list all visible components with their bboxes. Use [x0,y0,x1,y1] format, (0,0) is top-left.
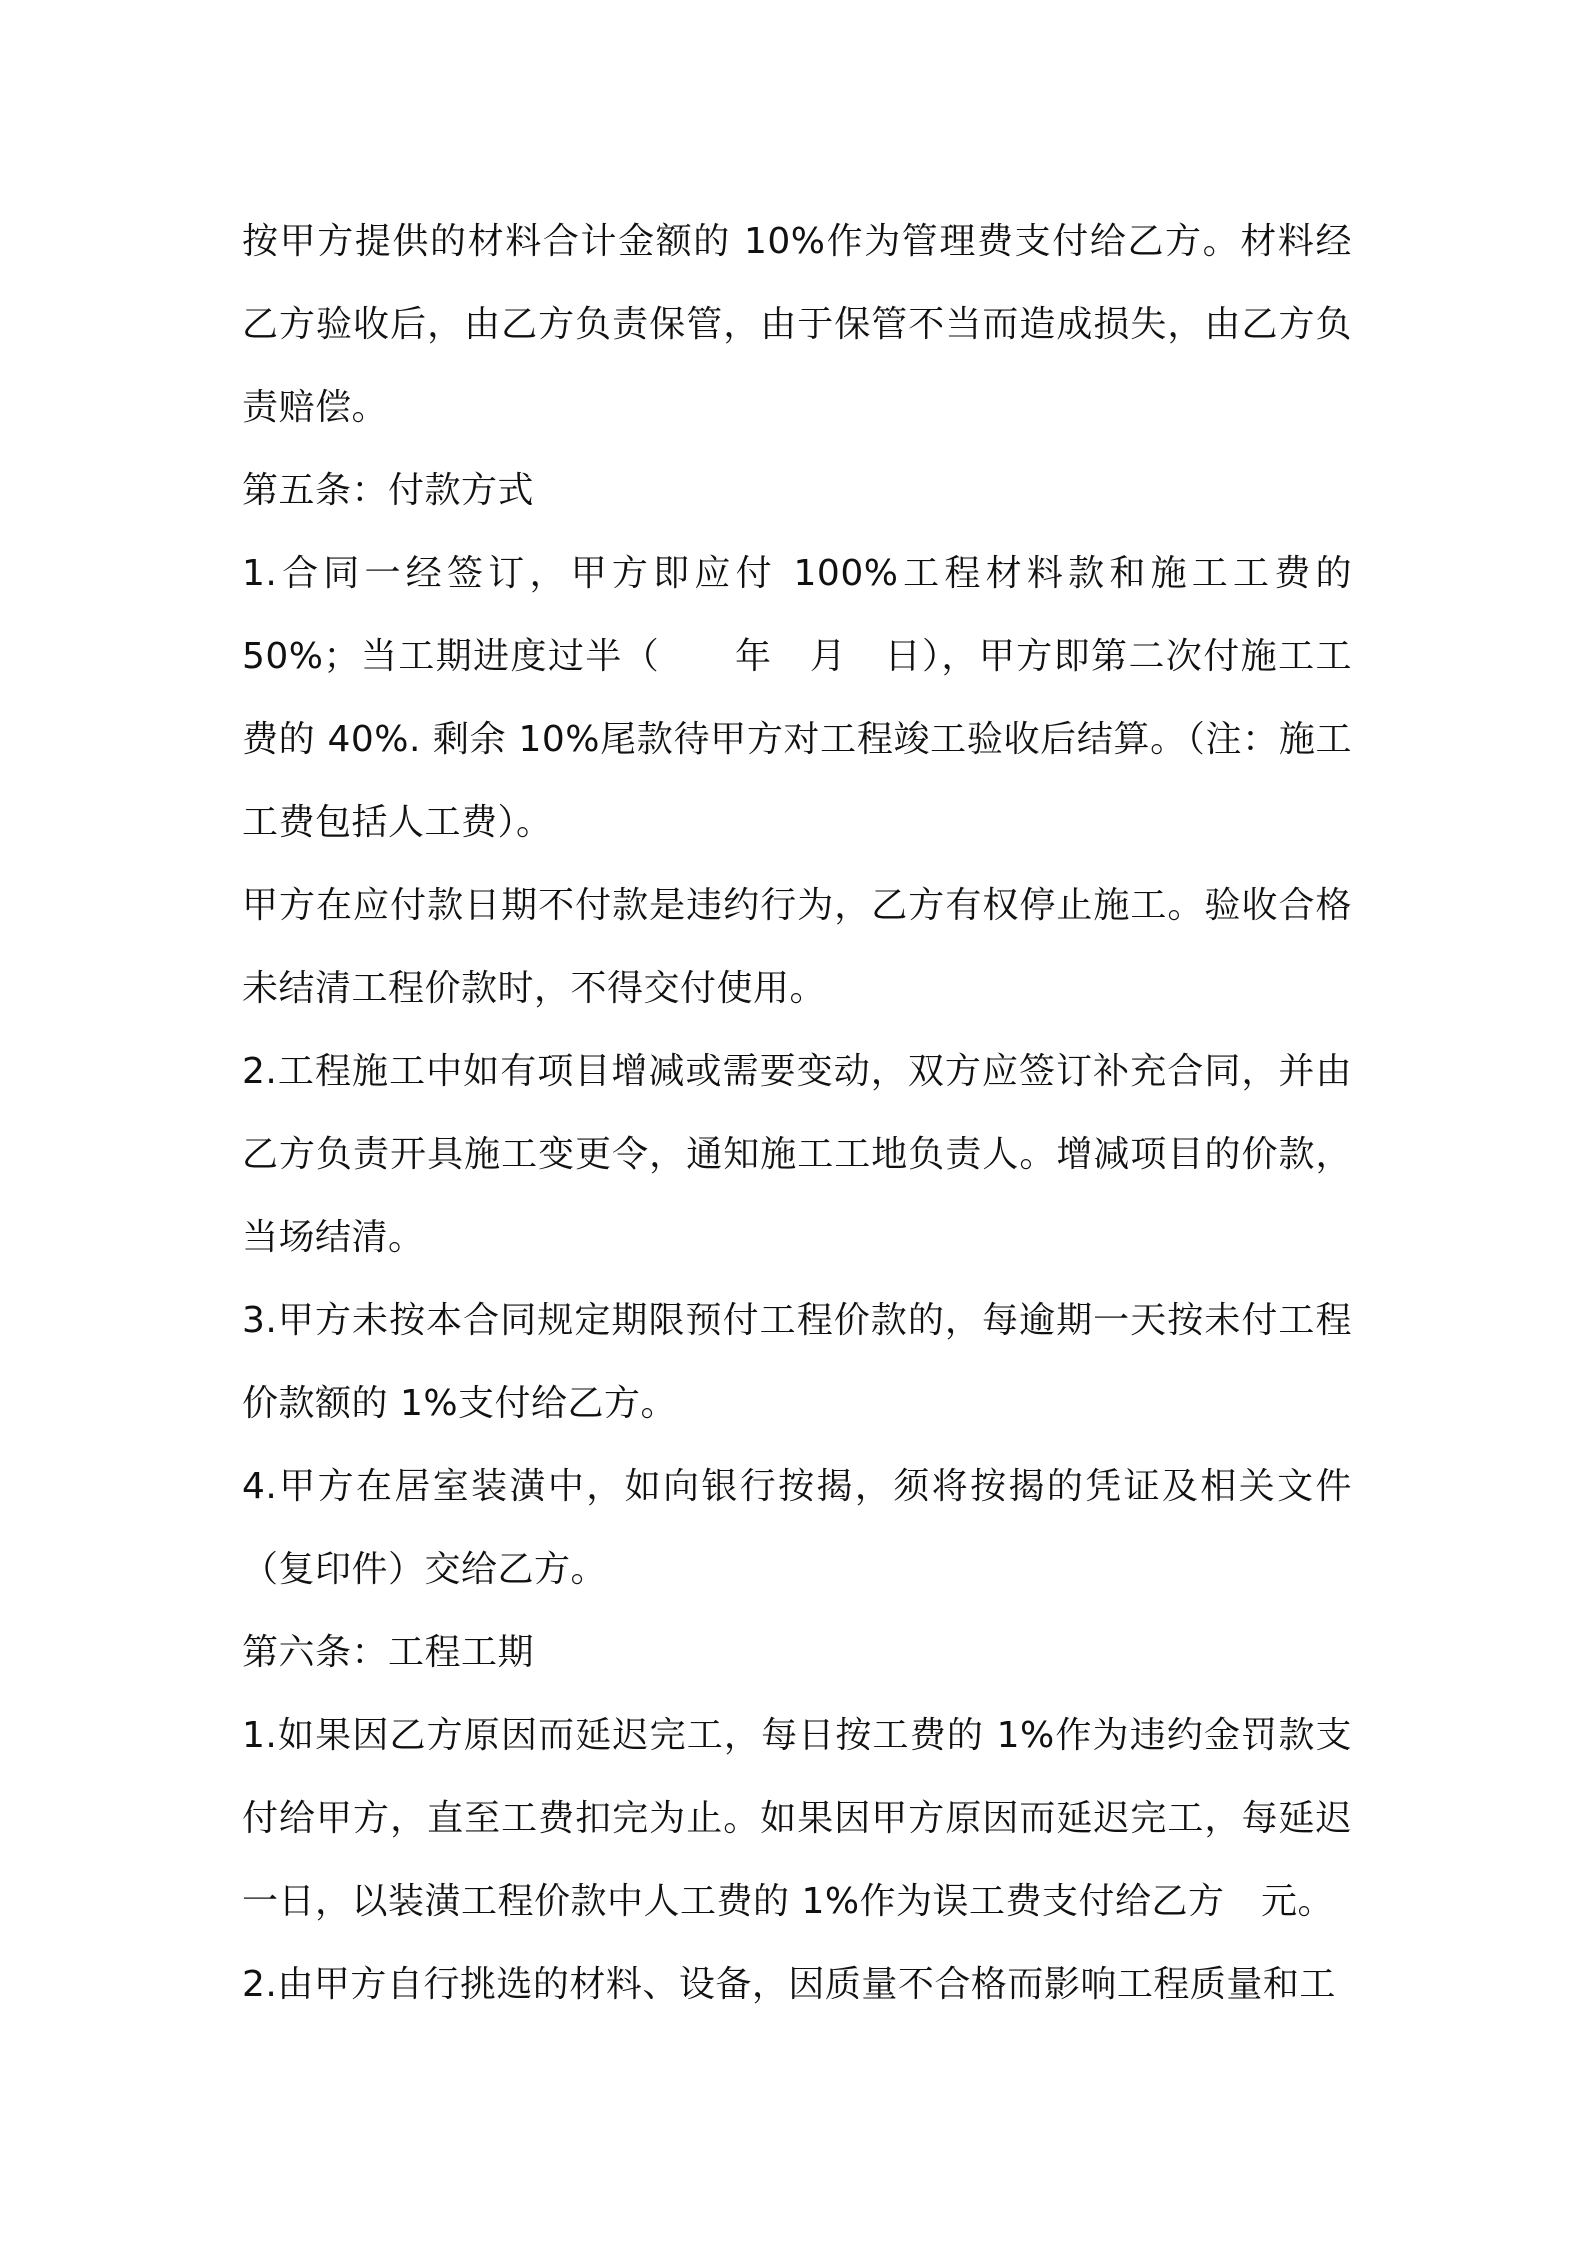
article-5-heading: 第五条：付款方式 [242,470,535,511]
document-body [242,200,1352,2026]
paragraph-schedule-item-1: 1.如果因乙方原因而延迟完工，每日按工费的 1%作为违约金罚款支付给甲方，直至工费扣完为止。如果因甲方原因而延迟完工，每延迟一日，以装潢工程价款中人工费的 1%作为误工费支付给乙方 元。 [242,1715,1352,1922]
paragraph-payment-item-1: 1.合同一经签订，甲方即应付 100%工程材料款和施工工费的 50%；当工期进度过半（ 年 月 日），甲方即第二次付施工工费的 40%. 剩余 10%尾款待甲方对工程竣工验收后结算。（注：施工工费包括人工费）。 [242,553,1352,843]
paragraph-materials-fee: 按甲方提供的材料合计金额的 10%作为管理费支付给乙方。材料经乙方验收后，由乙方负责保管，由于保管不当而造成损失，由乙方负责赔偿。 [242,221,1352,428]
paragraph-payment-breach: 甲方在应付款日期不付款是违约行为，乙方有权停止施工。验收合格未结清工程价款时，不得交付使用。 [242,885,1352,1009]
paragraph-payment-item-3: 3.甲方未按本合同规定期限预付工程价款的，每逾期一天按未付工程价款额的 1%支付给乙方。 [242,1300,1352,1424]
paragraph-schedule-item-2: 2.由甲方自行挑选的材料、设备，因质量不合格而影响工程质量和工 [242,1964,1336,2005]
paragraph-payment-item-4: 4.甲方在居室装潢中，如向银行按揭，须将按揭的凭证及相关文件（复印件）交给乙方。 [242,1466,1352,1590]
article-6-heading: 第六条：工程工期 [242,1632,535,1673]
paragraph-payment-item-2: 2.工程施工中如有项目增减或需要变动，双方应签订补充合同，并由乙方负责开具施工变更令，通知施工工地负责人。增减项目的价款，当场结清。 [242,1051,1352,1258]
